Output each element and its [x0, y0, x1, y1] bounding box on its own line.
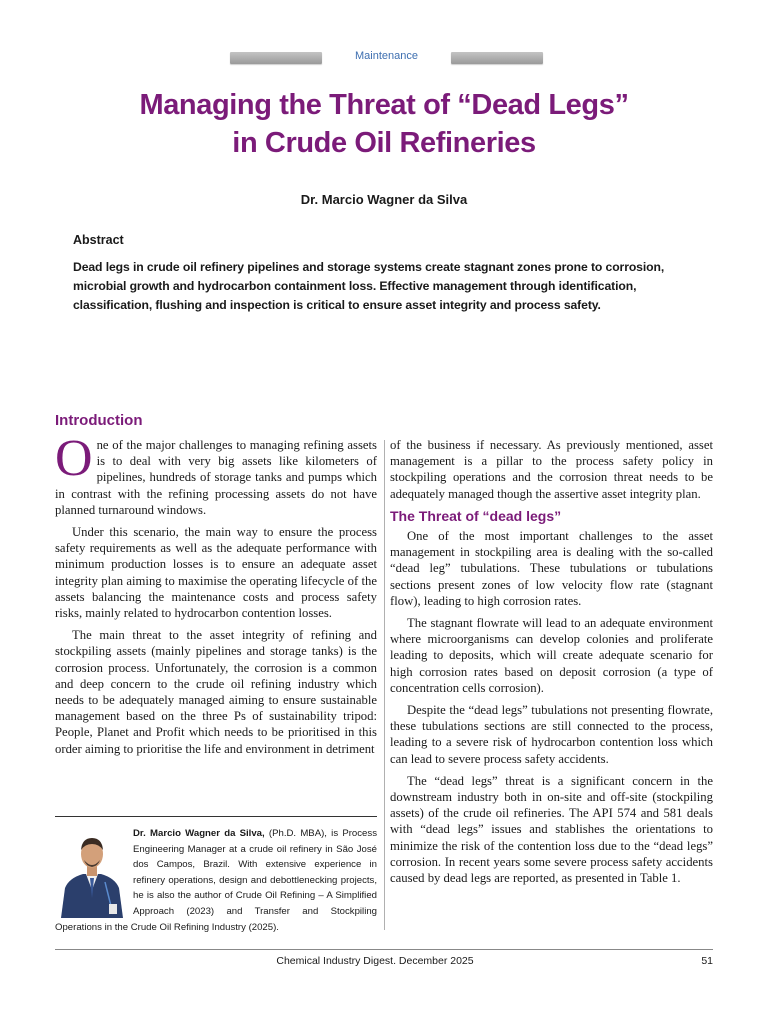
footer-publication: Chemical Industry Digest. December 2025: [276, 955, 474, 967]
threat-heading: The Threat of “dead legs”: [390, 507, 562, 524]
threat-paragraph-2: The stagnant flowrate will lead to an adequate environment where microorganisms can develop colonies and proliferate leading to deposits, which will create adequate scenario for high corrosion rates based on deposit corrosion (a type of concentration cells corrosion).: [390, 616, 713, 695]
article-title: [40, 86, 728, 162]
intro-paragraph-2: Under this scenario, the main way to ensure the process safety requirements as well as the adequate performance with minimum production losses is to ensure an adequate asset integrity plan aiming to maximise the operating lifecycle of the assets balancing the maintenance costs and process safety risks, mainly related to hydrocarbon contention losses.: [55, 525, 377, 621]
page-number: 51: [701, 955, 713, 967]
intro-paragraph-4: of the business if necessary. As previously mentioned, asset management is a pillar to the process safety policy in stockpiling operations and the corrosion threat needs to be adequately managed though the assertive asset integrity plan.: [390, 438, 713, 501]
author-photo: [55, 826, 129, 918]
header-bar-right: [451, 52, 543, 64]
title-line-2: in Crude Oil Refineries: [232, 127, 536, 159]
column-divider: [384, 440, 385, 930]
author-bio: [55, 826, 377, 935]
left-column: [55, 430, 377, 763]
drop-cap: O: [55, 430, 93, 487]
introduction-heading: Introduction: [55, 412, 143, 429]
bio-name: Dr. Marcio Wagner da Silva,: [133, 828, 265, 839]
footer-rule: [55, 949, 713, 950]
abstract-heading: Abstract: [73, 233, 124, 247]
bio-rule: [55, 816, 377, 817]
threat-paragraph-1: One of the most important challenges to the asset management in stockpiling area is dealing with the so-called “dead leg” tubulations. These tubulations or tubulations sections present zones of low velocity flow rate (stagnant flow), leading to high corrosion rates.: [390, 529, 713, 608]
intro-paragraph-3: The main threat to the asset integrity of refining and stockpiling assets (mainly pipelines and storage tanks) is the corrosion process. Unfortunately, the corrosion is a common and deep concern to the crude oil refining industry which needs to be adequately managed aiming to ensure sustainable management based on the three Ps of sustainability tripod: People, Planet and Profit which needs to be prioritised in this order aiming to prioritise the life and environment in detriment: [55, 628, 377, 756]
title-line-1: Managing the Threat of “Dead Legs”: [139, 89, 629, 121]
abstract-text: Dead legs in crude oil refinery pipelines and storage systems create stagnant zones prone to corrosion, microbial growth and hydrocarbon containment loss. Effective management through identification, classification, flushing and inspection is critical to ensure asset integrity and process safety.: [73, 260, 665, 312]
header-bar-left: [230, 52, 322, 64]
right-column: [390, 437, 713, 892]
article-author: Dr. Marcio Wagner da Silva: [300, 192, 468, 207]
intro-paragraph-1-text: ne of the major challenges to managing refining assets is to deal with very big assets like kilometers of pipelines, hundreds of storage tanks and pumps which in contrast with the refining processing assets do not have planned turnaround windows.: [55, 438, 377, 517]
bio-text: (Ph.D. MBA), is Process Engineering Manager at a crude oil refinery in São José dos Campos, Brazil. With extensive experience in refinery operations, design and debottlenecking projects, he is also the author of Crude Oil Refining – A Simplified Approach (2023) and Transfer and Stockpiling Operations in the Crude Oil Refining Industry (2025).: [55, 828, 377, 933]
threat-paragraph-3: Despite the “dead legs” tubulations not presenting flowrate, these tubulations sections are still connected to the process, leading to a severe risk of hydrocarbon contention loss which can lead to severe process safety accidents.: [390, 703, 713, 766]
section-tag: Maintenance: [355, 50, 418, 62]
intro-paragraph-1: [55, 430, 377, 518]
threat-paragraph-4: The “dead legs” threat is a significant concern in the downstream industry both in on-site and off-site (stockpiling assets) of the crude oil refineries. The API 574 and 581 deals with “dead legs” issues and stablishes the orientations to minimize the risk of the contention loss due to the “dead legs” corrosion. In recent years some severe process safety accidents caused by dead legs are reported, as presented in Table 1.: [390, 773, 713, 886]
